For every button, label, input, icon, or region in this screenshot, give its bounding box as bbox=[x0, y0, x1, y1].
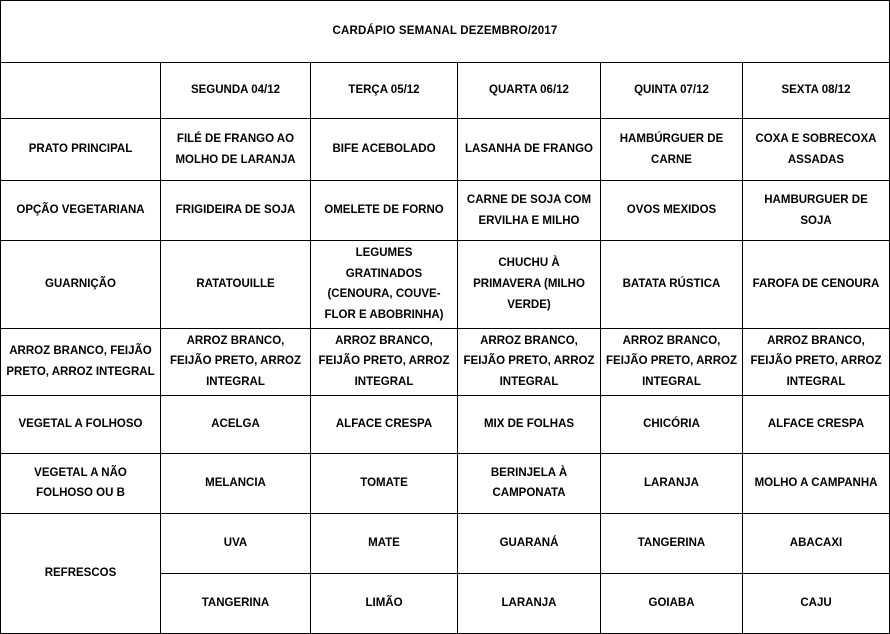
menu-cell: LASANHA DE FRANGO bbox=[458, 119, 601, 181]
row-label-opcao-vegetariana: OPÇÃO VEGETARIANA bbox=[1, 181, 161, 241]
menu-cell: ABACAXI bbox=[743, 513, 890, 573]
menu-cell: MOLHO A CAMPANHA bbox=[743, 453, 890, 513]
menu-cell: TANGERINA bbox=[601, 513, 743, 573]
title-row bbox=[1, 1, 890, 63]
table-title: CARDÁPIO SEMANAL DEZEMBRO/2017 bbox=[1, 1, 890, 63]
menu-cell: ARROZ BRANCO, FEIJÃO PRETO, ARROZ INTEGRAL bbox=[743, 328, 890, 395]
column-header-terca: TERÇA 05/12 bbox=[311, 63, 458, 119]
row-label-guarnicao: GUARNIÇÃO bbox=[1, 241, 161, 329]
row-label-vegetal-nao-folhoso: VEGETAL A NÃO FOLHOSO OU B bbox=[1, 453, 161, 513]
menu-cell: LEGUMES GRATINADOS (CENOURA, COUVE-FLOR E ABOBRINHA) bbox=[311, 241, 458, 329]
menu-cell: ACELGA bbox=[161, 395, 311, 453]
menu-cell: HAMBÚRGUER DE CARNE bbox=[601, 119, 743, 181]
menu-cell: BIFE ACEBOLADO bbox=[311, 119, 458, 181]
header-row bbox=[1, 63, 890, 119]
row-arroz-feijao bbox=[1, 328, 890, 395]
menu-cell: OMELETE DE FORNO bbox=[311, 181, 458, 241]
menu-cell: GUARANÁ bbox=[458, 513, 601, 573]
menu-cell: CAJU bbox=[743, 573, 890, 633]
menu-cell: MIX DE FOLHAS bbox=[458, 395, 601, 453]
menu-cell: ARROZ BRANCO, FEIJÃO PRETO, ARROZ INTEGRAL bbox=[458, 328, 601, 395]
row-prato-principal bbox=[1, 119, 890, 181]
menu-cell: LARANJA bbox=[458, 573, 601, 633]
menu-cell: RATATOUILLE bbox=[161, 241, 311, 329]
menu-cell: FILÉ DE FRANGO AO MOLHO DE LARANJA bbox=[161, 119, 311, 181]
menu-cell: ALFACE CRESPA bbox=[743, 395, 890, 453]
row-label-refrescos: REFRESCOS bbox=[1, 513, 161, 633]
menu-cell: CARNE DE SOJA COM ERVILHA E MILHO bbox=[458, 181, 601, 241]
row-vegetal-folhoso bbox=[1, 395, 890, 453]
menu-cell: ARROZ BRANCO, FEIJÃO PRETO, ARROZ INTEGRAL bbox=[161, 328, 311, 395]
menu-cell: BERINJELA À CAMPONATA bbox=[458, 453, 601, 513]
menu-cell: UVA bbox=[161, 513, 311, 573]
menu-cell: BATATA RÚSTICA bbox=[601, 241, 743, 329]
row-opcao-vegetariana bbox=[1, 181, 890, 241]
row-label-prato-principal: PRATO PRINCIPAL bbox=[1, 119, 161, 181]
column-header-quarta: QUARTA 06/12 bbox=[458, 63, 601, 119]
menu-cell: COXA E SOBRECOXA ASSADAS bbox=[743, 119, 890, 181]
menu-cell: TANGERINA bbox=[161, 573, 311, 633]
row-label-vegetal-folhoso: VEGETAL A FOLHOSO bbox=[1, 395, 161, 453]
corner-cell bbox=[1, 63, 161, 119]
column-header-sexta: SEXTA 08/12 bbox=[743, 63, 890, 119]
menu-cell: FAROFA DE CENOURA bbox=[743, 241, 890, 329]
menu-cell: ALFACE CRESPA bbox=[311, 395, 458, 453]
menu-cell: TOMATE bbox=[311, 453, 458, 513]
row-refrescos-1 bbox=[1, 513, 890, 573]
menu-cell: LARANJA bbox=[601, 453, 743, 513]
menu-cell: FRIGIDEIRA DE SOJA bbox=[161, 181, 311, 241]
column-header-quinta: QUINTA 07/12 bbox=[601, 63, 743, 119]
menu-cell: CHUCHU À PRIMAVERA (MILHO VERDE) bbox=[458, 241, 601, 329]
row-vegetal-nao-folhoso bbox=[1, 453, 890, 513]
menu-cell: MELANCIA bbox=[161, 453, 311, 513]
menu-cell: GOIABA bbox=[601, 573, 743, 633]
menu-cell: CHICÓRIA bbox=[601, 395, 743, 453]
menu-cell: ARROZ BRANCO, FEIJÃO PRETO, ARROZ INTEGRAL bbox=[601, 328, 743, 395]
row-guarnicao bbox=[1, 241, 890, 329]
menu-cell: ARROZ BRANCO, FEIJÃO PRETO, ARROZ INTEGRAL bbox=[311, 328, 458, 395]
menu-cell: MATE bbox=[311, 513, 458, 573]
menu-cell: OVOS MEXIDOS bbox=[601, 181, 743, 241]
menu-cell: LIMÃO bbox=[311, 573, 458, 633]
row-label-arroz-feijao: ARROZ BRANCO, FEIJÃO PRETO, ARROZ INTEGRAL bbox=[1, 328, 161, 395]
menu-cell: HAMBURGUER DE SOJA bbox=[743, 181, 890, 241]
column-header-segunda: SEGUNDA 04/12 bbox=[161, 63, 311, 119]
